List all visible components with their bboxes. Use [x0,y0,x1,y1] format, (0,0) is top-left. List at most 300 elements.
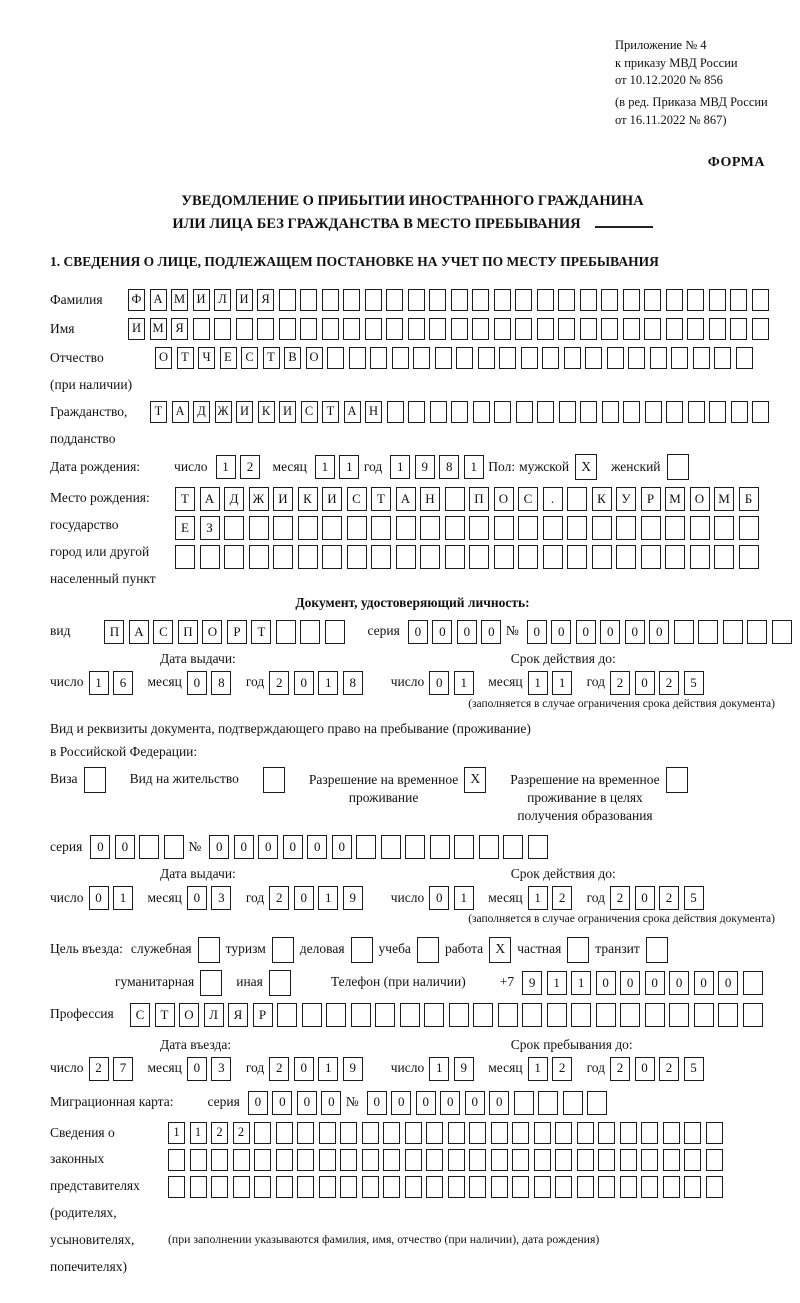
char-cell[interactable] [340,1149,357,1171]
char-cell[interactable] [473,401,490,423]
char-cell[interactable] [592,545,612,569]
char-cell[interactable] [405,1149,422,1171]
char-cell[interactable] [405,835,425,859]
char-cell[interactable]: 1 [464,455,484,479]
char-cell[interactable] [405,1122,422,1144]
char-cell[interactable]: 0 [489,1091,509,1115]
char-cell[interactable] [276,1122,293,1144]
char-cell[interactable] [512,1149,529,1171]
char-cell[interactable] [559,401,576,423]
char-cell[interactable] [273,545,293,569]
char-cell[interactable] [469,545,489,569]
char-cell[interactable] [542,347,559,369]
char-cell[interactable]: 2 [233,1122,250,1144]
char-cell[interactable]: Л [204,1003,224,1027]
char-cell[interactable]: 0 [429,886,449,910]
char-cell[interactable]: И [236,289,253,311]
char-cell[interactable]: 0 [272,1091,292,1115]
char-cell[interactable] [534,1176,551,1198]
char-cell[interactable]: О [306,347,323,369]
char-cell[interactable]: Ф [128,289,145,311]
char-cell[interactable] [537,318,554,340]
char-cell[interactable]: П [178,620,198,644]
char-cell[interactable] [580,401,597,423]
char-cell[interactable] [580,318,597,340]
char-cell[interactable]: Н [365,401,382,423]
char-cell[interactable]: 0 [209,835,229,859]
char-cell[interactable] [362,1149,379,1171]
char-cell[interactable] [494,545,514,569]
char-cell[interactable]: 8 [211,671,231,695]
char-cell[interactable] [276,620,296,644]
char-cell[interactable] [429,318,446,340]
char-cell[interactable] [616,516,636,540]
char-cell[interactable]: С [518,487,538,511]
char-cell[interactable] [190,1149,207,1171]
char-cell[interactable]: 0 [307,835,327,859]
char-cell[interactable] [343,318,360,340]
char-cell[interactable] [528,835,548,859]
char-cell[interactable] [430,835,450,859]
char-cell[interactable]: И [236,401,253,423]
char-cell[interactable] [555,1149,572,1171]
char-cell[interactable] [362,1176,379,1198]
char-cell[interactable]: А [396,487,416,511]
char-cell[interactable] [494,318,511,340]
char-cell[interactable] [645,1003,665,1027]
purpose-tourism-checkbox[interactable] [272,937,294,963]
char-cell[interactable] [448,1122,465,1144]
char-cell[interactable] [249,516,269,540]
char-cell[interactable]: 0 [669,971,689,995]
char-cell[interactable]: 1 [318,1057,338,1081]
char-cell[interactable]: 2 [89,1057,109,1081]
purpose-humanitarian-checkbox[interactable] [200,970,222,996]
char-cell[interactable]: К [298,487,318,511]
char-cell[interactable]: 0 [527,620,547,644]
char-cell[interactable] [596,1003,616,1027]
char-cell[interactable] [211,1176,228,1198]
char-cell[interactable]: 0 [89,886,109,910]
char-cell[interactable] [567,545,587,569]
char-cell[interactable] [365,318,382,340]
char-cell[interactable]: 0 [258,835,278,859]
residence-permit-checkbox[interactable] [263,767,285,793]
char-cell[interactable] [469,1122,486,1144]
char-cell[interactable] [371,516,391,540]
char-cell[interactable]: Я [171,318,188,340]
char-cell[interactable]: У [616,487,636,511]
char-cell[interactable] [491,1122,508,1144]
char-cell[interactable] [706,1149,723,1171]
char-cell[interactable] [669,1003,689,1027]
char-cell[interactable] [601,318,618,340]
char-cell[interactable] [190,1176,207,1198]
char-cell[interactable]: 8 [343,671,363,695]
char-cell[interactable]: 0 [367,1091,387,1115]
char-cell[interactable]: Д [224,487,244,511]
char-cell[interactable]: З [200,516,220,540]
char-cell[interactable]: 0 [187,1057,207,1081]
char-cell[interactable]: 3 [211,886,231,910]
char-cell[interactable] [451,289,468,311]
char-cell[interactable] [577,1176,594,1198]
char-cell[interactable] [370,347,387,369]
char-cell[interactable] [451,318,468,340]
char-cell[interactable]: Р [253,1003,273,1027]
char-cell[interactable]: 0 [115,835,135,859]
char-cell[interactable] [494,401,511,423]
char-cell[interactable] [386,318,403,340]
char-cell[interactable]: 0 [596,971,616,995]
char-cell[interactable]: 1 [390,455,410,479]
char-cell[interactable] [512,1176,529,1198]
char-cell[interactable]: Т [155,1003,175,1027]
char-cell[interactable] [663,1122,680,1144]
char-cell[interactable] [469,516,489,540]
char-cell[interactable]: Т [251,620,271,644]
char-cell[interactable] [426,1122,443,1144]
char-cell[interactable] [387,401,404,423]
char-cell[interactable] [371,545,391,569]
char-cell[interactable] [175,545,195,569]
char-cell[interactable] [193,318,210,340]
char-cell[interactable]: Т [371,487,391,511]
char-cell[interactable] [322,289,339,311]
char-cell[interactable]: С [130,1003,150,1027]
char-cell[interactable]: 0 [551,620,571,644]
char-cell[interactable]: . [543,487,563,511]
char-cell[interactable]: 1 [429,1057,449,1081]
char-cell[interactable] [563,1091,583,1115]
char-cell[interactable]: 0 [234,835,254,859]
char-cell[interactable] [752,318,769,340]
char-cell[interactable] [491,1176,508,1198]
char-cell[interactable] [684,1176,701,1198]
char-cell[interactable]: 0 [187,886,207,910]
char-cell[interactable]: 0 [465,1091,485,1115]
char-cell[interactable]: 0 [600,620,620,644]
char-cell[interactable]: 2 [211,1122,228,1144]
char-cell[interactable]: 0 [635,886,655,910]
char-cell[interactable] [298,545,318,569]
char-cell[interactable]: 0 [718,971,738,995]
char-cell[interactable] [435,347,452,369]
char-cell[interactable] [473,1003,493,1027]
char-cell[interactable] [326,1003,346,1027]
char-cell[interactable]: 9 [522,971,542,995]
char-cell[interactable] [322,516,342,540]
char-cell[interactable]: А [344,401,361,423]
char-cell[interactable]: 1 [89,671,109,695]
char-cell[interactable] [663,1176,680,1198]
char-cell[interactable]: С [301,401,318,423]
char-cell[interactable]: 1 [528,886,548,910]
sex-female-checkbox[interactable] [667,454,689,480]
char-cell[interactable] [628,347,645,369]
char-cell[interactable] [298,516,318,540]
char-cell[interactable] [392,347,409,369]
visa-checkbox[interactable] [84,767,106,793]
char-cell[interactable] [666,401,683,423]
char-cell[interactable]: 9 [343,886,363,910]
char-cell[interactable]: Т [150,401,167,423]
char-cell[interactable] [580,289,597,311]
char-cell[interactable]: 0 [649,620,669,644]
purpose-business-checkbox[interactable] [351,937,373,963]
char-cell[interactable] [690,545,710,569]
char-cell[interactable] [164,835,184,859]
edu-permit-checkbox[interactable] [666,767,688,793]
char-cell[interactable] [351,1003,371,1027]
char-cell[interactable]: 0 [625,620,645,644]
char-cell[interactable] [555,1122,572,1144]
char-cell[interactable] [340,1122,357,1144]
char-cell[interactable]: А [172,401,189,423]
char-cell[interactable]: О [179,1003,199,1027]
char-cell[interactable] [297,1176,314,1198]
char-cell[interactable] [375,1003,395,1027]
purpose-work-checkbox[interactable]: X [489,937,511,963]
char-cell[interactable] [276,1149,293,1171]
char-cell[interactable] [445,545,465,569]
char-cell[interactable]: К [258,401,275,423]
char-cell[interactable]: 2 [659,1057,679,1081]
char-cell[interactable] [645,401,662,423]
char-cell[interactable]: 3 [211,1057,231,1081]
char-cell[interactable] [598,1122,615,1144]
char-cell[interactable] [585,347,602,369]
purpose-private-checkbox[interactable] [567,937,589,963]
char-cell[interactable] [641,545,661,569]
char-cell[interactable]: 1 [315,455,335,479]
char-cell[interactable] [538,1091,558,1115]
sex-male-checkbox[interactable]: X [575,454,597,480]
char-cell[interactable] [456,347,473,369]
char-cell[interactable] [706,1122,723,1144]
char-cell[interactable] [743,1003,763,1027]
char-cell[interactable] [709,318,726,340]
char-cell[interactable] [445,487,465,511]
char-cell[interactable] [644,318,661,340]
char-cell[interactable]: Б [739,487,759,511]
purpose-study-checkbox[interactable] [417,937,439,963]
char-cell[interactable]: 2 [269,886,289,910]
char-cell[interactable] [347,516,367,540]
char-cell[interactable] [623,289,640,311]
char-cell[interactable] [752,289,769,311]
char-cell[interactable] [730,318,747,340]
char-cell[interactable] [322,318,339,340]
char-cell[interactable] [413,347,430,369]
char-cell[interactable] [736,347,753,369]
char-cell[interactable] [515,289,532,311]
char-cell[interactable]: А [200,487,220,511]
char-cell[interactable] [555,1176,572,1198]
char-cell[interactable]: Я [228,1003,248,1027]
char-cell[interactable]: 0 [416,1091,436,1115]
char-cell[interactable] [300,318,317,340]
char-cell[interactable] [688,401,705,423]
char-cell[interactable]: О [202,620,222,644]
char-cell[interactable] [200,545,220,569]
char-cell[interactable] [558,289,575,311]
char-cell[interactable]: Р [227,620,247,644]
char-cell[interactable] [739,516,759,540]
char-cell[interactable]: 2 [659,671,679,695]
char-cell[interactable] [684,1122,701,1144]
char-cell[interactable]: Ж [249,487,269,511]
char-cell[interactable] [498,1003,518,1027]
char-cell[interactable] [587,1091,607,1115]
char-cell[interactable] [347,545,367,569]
char-cell[interactable] [607,347,624,369]
char-cell[interactable]: 1 [454,671,474,695]
char-cell[interactable]: 1 [547,971,567,995]
char-cell[interactable]: 1 [113,886,133,910]
char-cell[interactable] [297,1122,314,1144]
char-cell[interactable] [514,1091,534,1115]
char-cell[interactable] [426,1176,443,1198]
purpose-transit-checkbox[interactable] [646,937,668,963]
char-cell[interactable] [547,1003,567,1027]
temp-permit-checkbox[interactable]: X [464,767,486,793]
purpose-official-checkbox[interactable] [198,937,220,963]
char-cell[interactable] [521,347,538,369]
char-cell[interactable] [396,545,416,569]
char-cell[interactable] [623,318,640,340]
char-cell[interactable]: 2 [240,455,260,479]
char-cell[interactable] [534,1149,551,1171]
char-cell[interactable] [641,1176,658,1198]
char-cell[interactable] [518,545,538,569]
char-cell[interactable] [249,545,269,569]
char-cell[interactable] [516,401,533,423]
char-cell[interactable] [772,620,792,644]
char-cell[interactable]: 0 [187,671,207,695]
char-cell[interactable]: И [128,318,145,340]
char-cell[interactable]: Т [322,401,339,423]
char-cell[interactable]: 1 [216,455,236,479]
char-cell[interactable]: 1 [528,1057,548,1081]
char-cell[interactable]: 0 [429,671,449,695]
char-cell[interactable] [687,289,704,311]
char-cell[interactable] [494,289,511,311]
char-cell[interactable] [276,1176,293,1198]
char-cell[interactable]: 0 [635,1057,655,1081]
char-cell[interactable]: 0 [332,835,352,859]
char-cell[interactable] [522,1003,542,1027]
char-cell[interactable]: 0 [457,620,477,644]
char-cell[interactable]: 0 [694,971,714,995]
char-cell[interactable] [730,289,747,311]
char-cell[interactable]: 1 [168,1122,185,1144]
char-cell[interactable]: Т [177,347,194,369]
char-cell[interactable]: 2 [659,886,679,910]
char-cell[interactable]: 9 [454,1057,474,1081]
char-cell[interactable] [383,1122,400,1144]
char-cell[interactable]: 0 [294,671,314,695]
char-cell[interactable]: Н [420,487,440,511]
char-cell[interactable] [543,516,563,540]
char-cell[interactable] [300,620,320,644]
char-cell[interactable] [620,1149,637,1171]
char-cell[interactable]: Е [175,516,195,540]
char-cell[interactable]: 8 [439,455,459,479]
char-cell[interactable] [601,289,618,311]
char-cell[interactable]: Т [263,347,280,369]
char-cell[interactable]: 0 [645,971,665,995]
char-cell[interactable] [254,1122,271,1144]
char-cell[interactable]: 1 [571,971,591,995]
char-cell[interactable] [512,1122,529,1144]
char-cell[interactable] [168,1176,185,1198]
char-cell[interactable] [641,1122,658,1144]
char-cell[interactable] [694,1003,714,1027]
char-cell[interactable]: К [592,487,612,511]
char-cell[interactable] [537,401,554,423]
char-cell[interactable] [327,347,344,369]
char-cell[interactable] [381,835,401,859]
char-cell[interactable]: 2 [610,886,630,910]
char-cell[interactable] [405,1176,422,1198]
char-cell[interactable] [714,347,731,369]
char-cell[interactable]: А [129,620,149,644]
char-cell[interactable]: 0 [294,886,314,910]
char-cell[interactable] [567,487,587,511]
char-cell[interactable]: 0 [440,1091,460,1115]
char-cell[interactable]: 0 [283,835,303,859]
char-cell[interactable] [349,347,366,369]
char-cell[interactable]: 5 [684,1057,704,1081]
char-cell[interactable] [731,401,748,423]
char-cell[interactable] [302,1003,322,1027]
char-cell[interactable]: 0 [481,620,501,644]
char-cell[interactable] [319,1176,336,1198]
char-cell[interactable] [644,289,661,311]
char-cell[interactable] [396,516,416,540]
char-cell[interactable]: С [153,620,173,644]
char-cell[interactable] [340,1176,357,1198]
char-cell[interactable]: 5 [684,886,704,910]
char-cell[interactable] [429,289,446,311]
char-cell[interactable] [362,1122,379,1144]
char-cell[interactable] [454,835,474,859]
char-cell[interactable]: 0 [635,671,655,695]
char-cell[interactable] [257,318,274,340]
char-cell[interactable]: И [322,487,342,511]
char-cell[interactable] [518,516,538,540]
char-cell[interactable] [494,516,514,540]
char-cell[interactable] [236,318,253,340]
char-cell[interactable]: 9 [415,455,435,479]
char-cell[interactable]: 2 [552,886,572,910]
char-cell[interactable] [747,620,767,644]
char-cell[interactable] [571,1003,591,1027]
char-cell[interactable] [537,289,554,311]
char-cell[interactable]: 0 [248,1091,268,1115]
char-cell[interactable] [168,1149,185,1171]
char-cell[interactable]: 1 [318,886,338,910]
char-cell[interactable] [602,401,619,423]
char-cell[interactable]: Ч [198,347,215,369]
char-cell[interactable] [620,1176,637,1198]
char-cell[interactable]: И [279,401,296,423]
char-cell[interactable] [408,401,425,423]
char-cell[interactable]: 0 [391,1091,411,1115]
char-cell[interactable]: Я [257,289,274,311]
char-cell[interactable] [233,1149,250,1171]
